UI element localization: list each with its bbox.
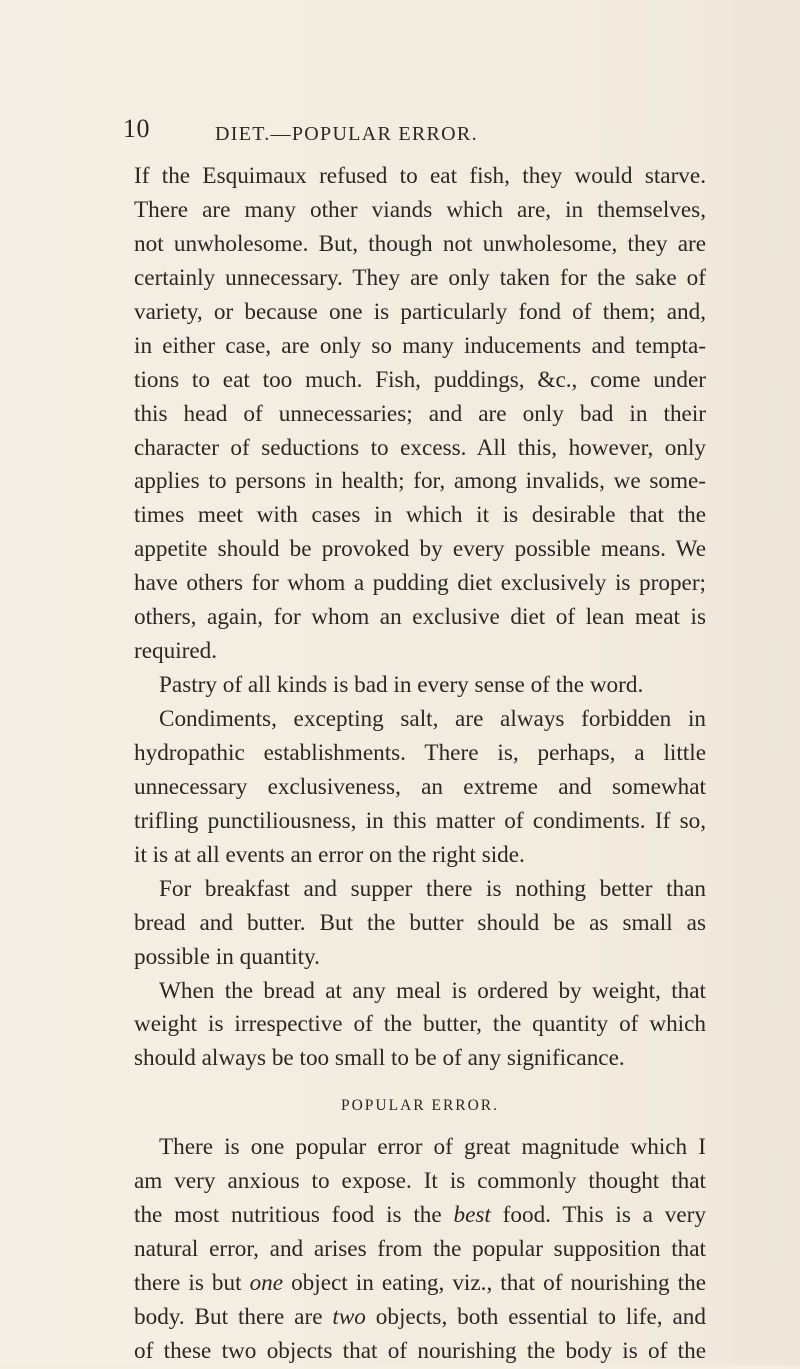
text-run: object in eating, viz., that of nourishing the [283,1270,706,1297]
text-line: possible in quantity. [134,943,320,970]
text-line: should always be too small to be of any significance. [134,1045,625,1072]
text-line: certainly unnecessary. They are only taken for the sake of [134,264,706,291]
text-line: For breakfast and supper there is nothing better than [159,875,706,902]
text-line: have others for whom a pudding diet exclusively is proper; [134,570,706,597]
text-run: food. This is a very [490,1202,706,1229]
paragraph-bread-weight [134,975,706,1077]
text-line: character of seductions to excess. All this, however, only [134,434,706,461]
text-line: it is at all events an error on the right side. [134,841,525,868]
text-line: others, again, for whom an exclusive diet of lean meat is [134,604,706,631]
text-line: bread and butter. But the butter should be as small as [134,909,706,936]
text-run: body. But there are [134,1304,333,1330]
page-header [123,112,703,148]
section-heading: POPULAR ERROR. [340,1097,500,1115]
text-line [134,1199,706,1233]
paragraph-pastry [134,669,706,703]
text-line: Pastry of all kinds is bad in every sense of the word. [159,672,644,699]
text-line: am very anxious to expose. It is commonly thought that [134,1168,706,1195]
text-line: required. [134,638,218,665]
paragraph-esquimaux [134,160,706,669]
text-line: variety, or because one is particularly fond of them; and, [134,298,706,325]
text-line: There are many other viands which are, in themselves, [134,196,706,223]
text-line: of these two objects that of nourishing the body is of the [134,1337,706,1364]
text-line: applies to persons in health; for, among invalids, we some- [134,468,706,495]
paragraph-condiments [134,703,706,873]
text-line: weight is irrespective of the butter, the quantity of which [134,1011,706,1038]
text-line: hydropathic establishments. There is, perhaps, a little [134,739,706,766]
paragraph-breakfast [134,873,706,975]
italic-word: two [332,1304,366,1330]
text-line: trifling punctiliousness, in this matter of condiments. If so, [134,807,706,834]
text-line: appetite should be provoked by every possible means. We [134,536,706,563]
italic-word: one [249,1270,284,1297]
text-run: objects, both essential to life, and [365,1304,706,1330]
text-line: Condiments, excepting salt, are always forbidden in [159,706,706,732]
text-line: When the bread at any meal is ordered by weight, that [159,977,706,1004]
text-line: in either case, are only so many inducements and tempta- [134,332,706,359]
text-run: the most nutritious food is the [134,1202,454,1229]
text-line: There is one popular error of great magnitude which I [159,1134,706,1161]
text-line: this head of unnecessaries; and are only bad in their [134,400,706,427]
running-title: DIET.—POPULAR ERROR. [215,123,478,145]
text-run: there is but [134,1270,250,1297]
text-line [134,1267,706,1301]
page-number: 10 [123,114,150,143]
italic-word: best [453,1202,491,1229]
text-line: times meet with cases in which it is desirable that the [134,502,706,529]
text-line [134,1301,706,1335]
text-line: If the Esquimaux refused to eat fish, they would starve. [134,163,706,189]
text-line: not unwholesome. But, though not unwholesome, they are [134,230,706,257]
paragraph-popular-error [134,1131,706,1369]
body-text [134,160,706,1369]
text-line: unnecessary exclusiveness, an extreme and somewhat [134,773,706,800]
text-line: natural error, and arises from the popular supposition that [134,1236,706,1263]
text-line: tions to eat too much. Fish, puddings, &c., come under [134,366,706,393]
